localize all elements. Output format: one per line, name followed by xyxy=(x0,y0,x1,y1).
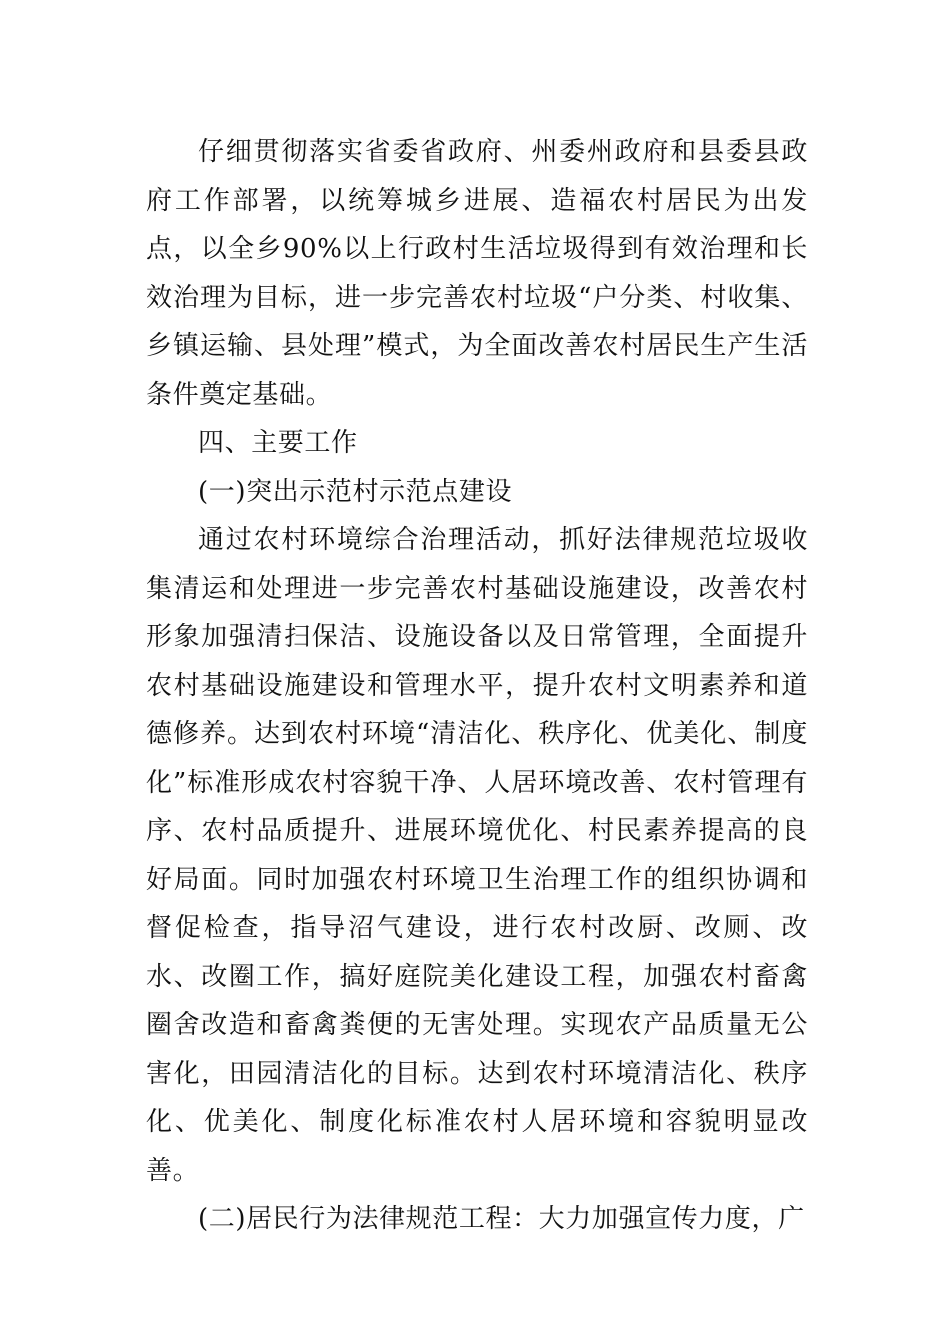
document-body xyxy=(146,128,808,1244)
section-heading-main-work: 四、主要工作 xyxy=(198,428,358,458)
paragraph-goal: 仔细贯彻落实省委省政府、州委州政府和县委县政府工作部署，以统筹城乡进展、造福农村居民为出发点，以全乡90%以上行政村生活垃圾得到有效治理和长效治理为目标，进一步完善农村垃圾“户分类、村收集、乡镇运输、县处理”模式，为全面改善农村居民生产生活条件奠定基础。 xyxy=(146,137,808,410)
paragraph-environment-governance: 通过农村环境综合治理活动，抓好法律规范垃圾收集清运和处理进一步完善农村基础设施建设，改善农村形象加强清扫保洁、设施设备以及日常管理，全面提升农村基础设施建设和管理水平，提升农村文明素养和道德修养。达到农村环境“清洁化、秩序化、优美化、制度化”标准形成农村容貌干净、人居环境改善、农村管理有序、农村品质提升、进展环境优化、村民素养提高的良好局面。同时加强农村环境卫生治理工作的组织协调和督促检查，指导沼气建设，进行农村改厨、改厕、改水、改圈工作，搞好庭院美化建设工程，加强农村畜禽圈舍改造和畜禽粪便的无害处理。实现农产品质量无公害化，田园清洁化的目标。达到农村环境清洁化、秩序化、优美化、制度化标准农村人居环境和容貌明显改善。 xyxy=(146,525,808,1186)
subsection-heading-resident-behavior: (二)居民行为法律规范工程：大力加强宣传力度，广 xyxy=(198,1204,805,1234)
subsection-heading-demo-villages: (一)突出示范村示范点建设 xyxy=(198,476,513,507)
